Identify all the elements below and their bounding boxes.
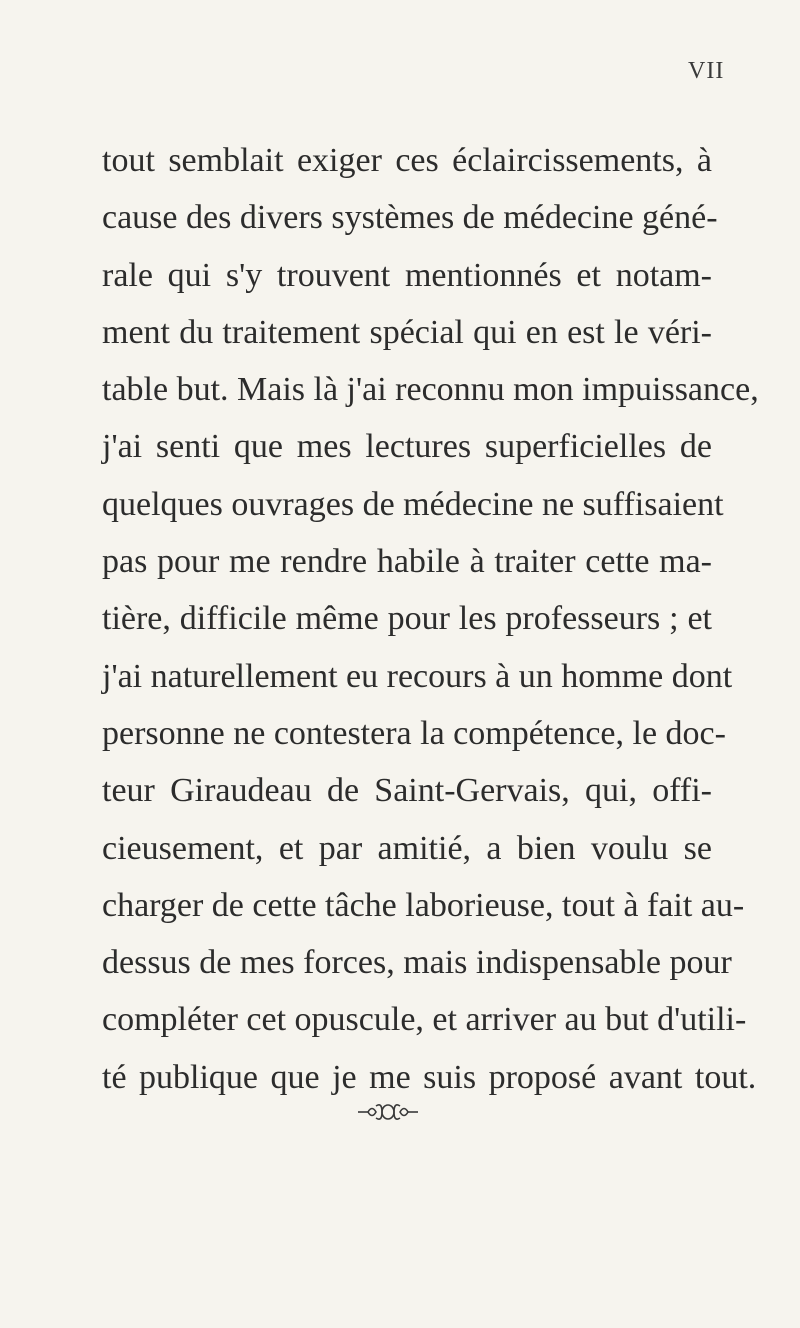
text-line: personne ne contestera la compétence, le doc- bbox=[102, 714, 726, 752]
body-text bbox=[102, 132, 759, 1106]
text-line: dessus de mes forces, mais indispensable pour bbox=[102, 944, 732, 982]
text-line: compléter cet opuscule, et arriver au but d'utili- bbox=[102, 1001, 747, 1039]
text-line: tout semblait exiger ces éclaircissements, à bbox=[102, 142, 712, 179]
text-line: tière, difficile même pour les professeurs ; et bbox=[102, 600, 712, 638]
text-line: cieusement, et par amitié, a bien voulu se bbox=[102, 829, 712, 867]
page-number: VII bbox=[688, 58, 725, 84]
text-line: quelques ouvrages de médecine ne suffisaient bbox=[102, 485, 724, 523]
text-line: charger de cette tâche laborieuse, tout à fait au- bbox=[102, 886, 745, 924]
text-line: ment du traitement spécial qui en est le véri- bbox=[102, 313, 712, 351]
text-line: j'ai senti que mes lectures superficielles de bbox=[102, 428, 712, 466]
text-line: j'ai naturellement eu recours à un homme dont bbox=[102, 657, 733, 695]
text-line: cause des divers systèmes de médecine géné- bbox=[102, 199, 718, 237]
fleuron-icon bbox=[356, 1100, 420, 1124]
text-line: rale qui s'y trouvent mentionnés et notam- bbox=[102, 256, 712, 294]
text-line: teur Giraudeau de Saint-Gervais, qui, offi- bbox=[102, 772, 712, 810]
text-line: té publique que je me suis proposé avant tout. bbox=[102, 1058, 757, 1096]
text-line: pas pour me rendre habile à traiter cette ma- bbox=[102, 543, 712, 581]
text-line: table but. Mais là j'ai reconnu mon impuissance, bbox=[102, 371, 759, 409]
